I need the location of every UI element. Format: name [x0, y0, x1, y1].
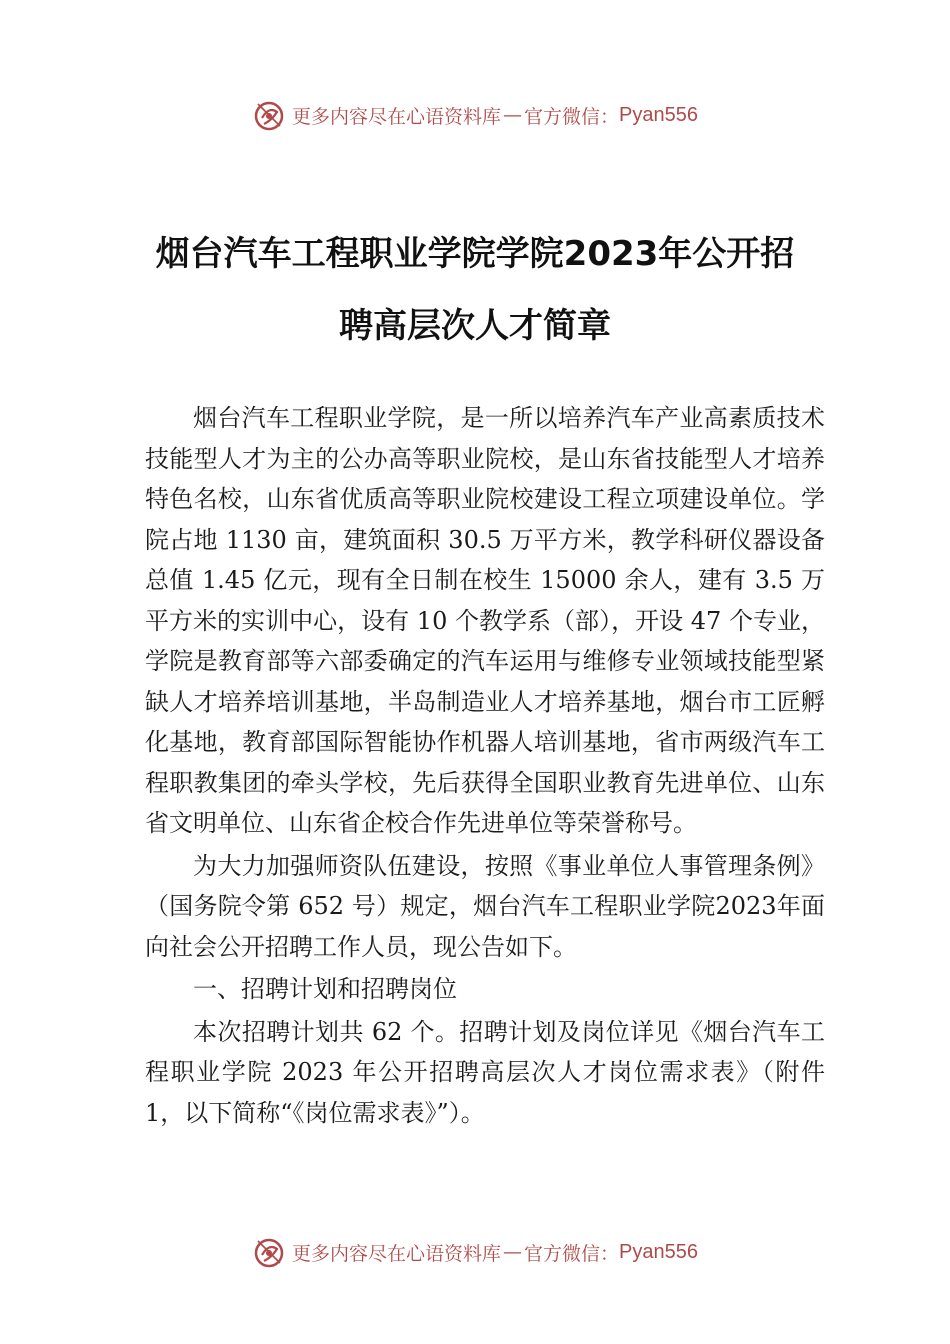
watermark-separator: — [503, 1241, 523, 1263]
logo-seal-icon [252, 1235, 286, 1269]
document-title [100, 218, 850, 362]
paragraph-intro: 烟台汽车工程职业学院，是一所以培养汽车产业高素质技术技能型人才为主的公办高等职业院校，是山东省技能型人才培养特色名校，山东省优质高等职业院校建设工程立项建设单位。学院占地 1130 亩，建筑面积 30.5 万平方米，教学科研仪器设备总值 1.45 亿元，现有全日制在校生 15000 余人，建有 3.5 万平方米的实训中心，设有 10 个教学系（部），开设 47 个专业，学院是教育部等六部委确定的汽车运用与维修专业领域技能型紧缺人才培养培训基地，半岛制造业人才培养基地，烟台市工匠孵化基地，教育部国际智能协作机器人培训基地，省市两级汽车工程职教集团的牵头学校，先后获得全国职业教育先进单位、山东省文明单位、山东省企校合作先进单位等荣誉称号。 [145, 404, 825, 837]
watermark-wechat-id: Pyan556 [619, 1240, 698, 1263]
watermark-text: 更多内容尽在心语资料库 [292, 1242, 502, 1265]
watermark-separator: — [503, 104, 523, 126]
watermark-text: 更多内容尽在心语资料库 [292, 105, 502, 128]
paragraph-plan: 本次招聘计划共 62 个。招聘计划及岗位详见《烟台汽车工程职业学院 2023 年公开招聘高层次人才岗位需求表》（附件 1，以下简称“《岗位需求表》”）。 [145, 1017, 825, 1127]
watermark-footer [0, 1232, 950, 1272]
watermark-wechat-label: 官方微信： [524, 1242, 620, 1265]
watermark-header [0, 95, 950, 135]
document-body [145, 398, 825, 1133]
title-line-1: 烟台汽车工程职业学院学院2023年公开招 [155, 234, 795, 274]
paragraph-announcement: 为大力加强师资队伍建设，按照《事业单位人事管理条例》（国务院令第 652 号）规定，烟台汽车工程职业学院2023年面向社会公开招聘工作人员，现公告如下。 [145, 851, 825, 961]
watermark-wechat-label: 官方微信： [524, 105, 620, 128]
logo-seal-icon [252, 98, 286, 132]
title-line-2: 聘高层次人才简章 [339, 306, 611, 346]
section-heading-1: 一、招聘计划和招聘岗位 [193, 975, 457, 1003]
watermark-wechat-id: Pyan556 [619, 103, 698, 126]
